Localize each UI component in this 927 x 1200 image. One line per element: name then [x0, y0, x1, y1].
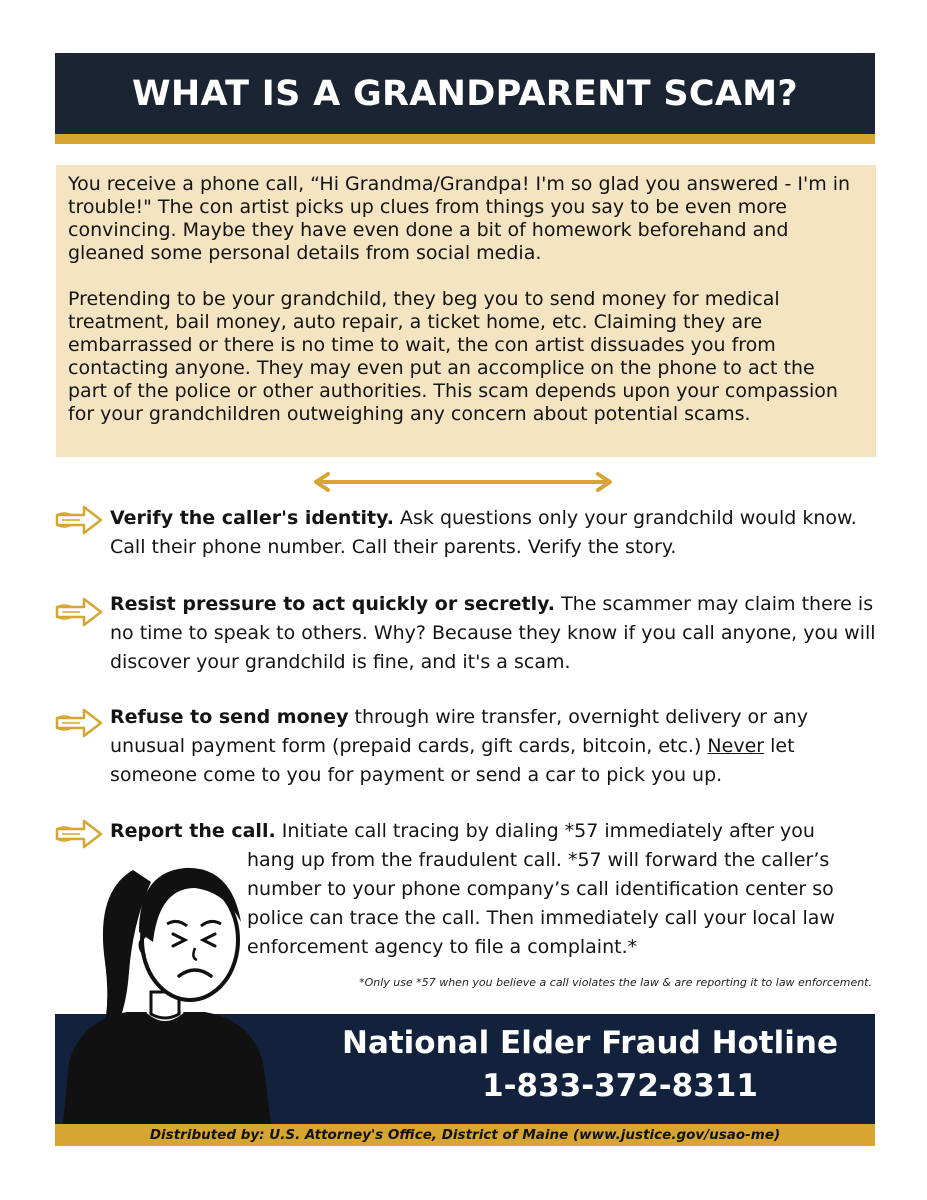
tip-4-text-2: hang up from the fraudulent call. *57 will forward the caller’s number to your phone company’s call identification center so police can trace the call. Then immediately call your local law enforcement agency to file a complaint.*: [247, 849, 835, 958]
tip-refuse-money: [110, 703, 880, 790]
tip-3-never: Never: [707, 735, 765, 757]
hand-pointing-arrow-icon: [54, 503, 104, 537]
tip-1-heading: Verify the caller's identity.: [110, 507, 394, 529]
footnote: *Only use *57 when you believe a call violates the law & are reporting it to law enforcement.: [359, 976, 872, 989]
intro-paragraph-1: You receive a phone call, “Hi Grandma/Grandpa! I'm so glad you answered - I'm in trouble!" The con artist picks up clues from things you say to be even more convincing. Maybe they have even done a bit of homework beforehand and gleaned some personal details from social media.: [68, 173, 851, 264]
double-arrow-icon: [312, 471, 614, 493]
distribution-text: Distributed by: U.S. Attorney's Office, District of Maine (www.justice.gov/usao-me): [149, 1127, 781, 1143]
intro-paragraph-2: Pretending to be your grandchild, they beg you to send money for medical treatment, bail money, auto repair, a ticket home, etc. Claiming they are embarrassed or there is no time to wait, the con artist dissuades you from contacting anyone. They may even put an accomplice on the phone to act the part of the police or other authorities. This scam depends upon your compassion for your grandchildren outweighing any concern about potential scams.: [68, 288, 838, 425]
tip-3-heading: Refuse to send money: [110, 706, 349, 728]
distribution-strip: [55, 1124, 875, 1146]
tip-resist-pressure: [110, 590, 880, 677]
tip-4-text: Initiate call tracing by dialing *57 immediately after you: [275, 820, 815, 842]
hand-pointing-arrow-icon: [54, 595, 104, 629]
intro-box: [56, 165, 876, 457]
hand-pointing-arrow-icon: [54, 817, 104, 851]
page-title: WHAT IS A GRANDPARENT SCAM?: [131, 73, 799, 114]
worried-person-illustration: [55, 852, 275, 1124]
hotline-number: 1-833-372-8311: [482, 1068, 758, 1104]
hotline-title: National Elder Fraud Hotline: [342, 1025, 838, 1061]
tip-3-text: through wire transfer, overnight delivery or any unusual payment form (prepaid cards, gift cards, bitcoin, etc.): [110, 706, 808, 757]
hand-pointing-arrow-icon: [54, 706, 104, 740]
tip-2-heading: Resist pressure to act quickly or secretly.: [110, 593, 556, 615]
tip-report-call: [110, 817, 880, 846]
tip-verify-identity: [110, 504, 880, 562]
title-bar: [55, 53, 875, 134]
tip-1-text: Ask questions only your grandchild would know. Call their phone number. Call their parents. Verify the story.: [110, 507, 857, 558]
tip-2-text: The scammer may claim there is no time to speak to others. Why? Because they know if you call anyone, you will discover your grandchild is fine, and it's a scam.: [110, 593, 876, 673]
tip-3-text-2: let someone come to you for payment or send a car to pick you up.: [110, 735, 795, 786]
title-gold-underline: [55, 134, 875, 144]
tip-4-heading: Report the call.: [110, 820, 276, 842]
